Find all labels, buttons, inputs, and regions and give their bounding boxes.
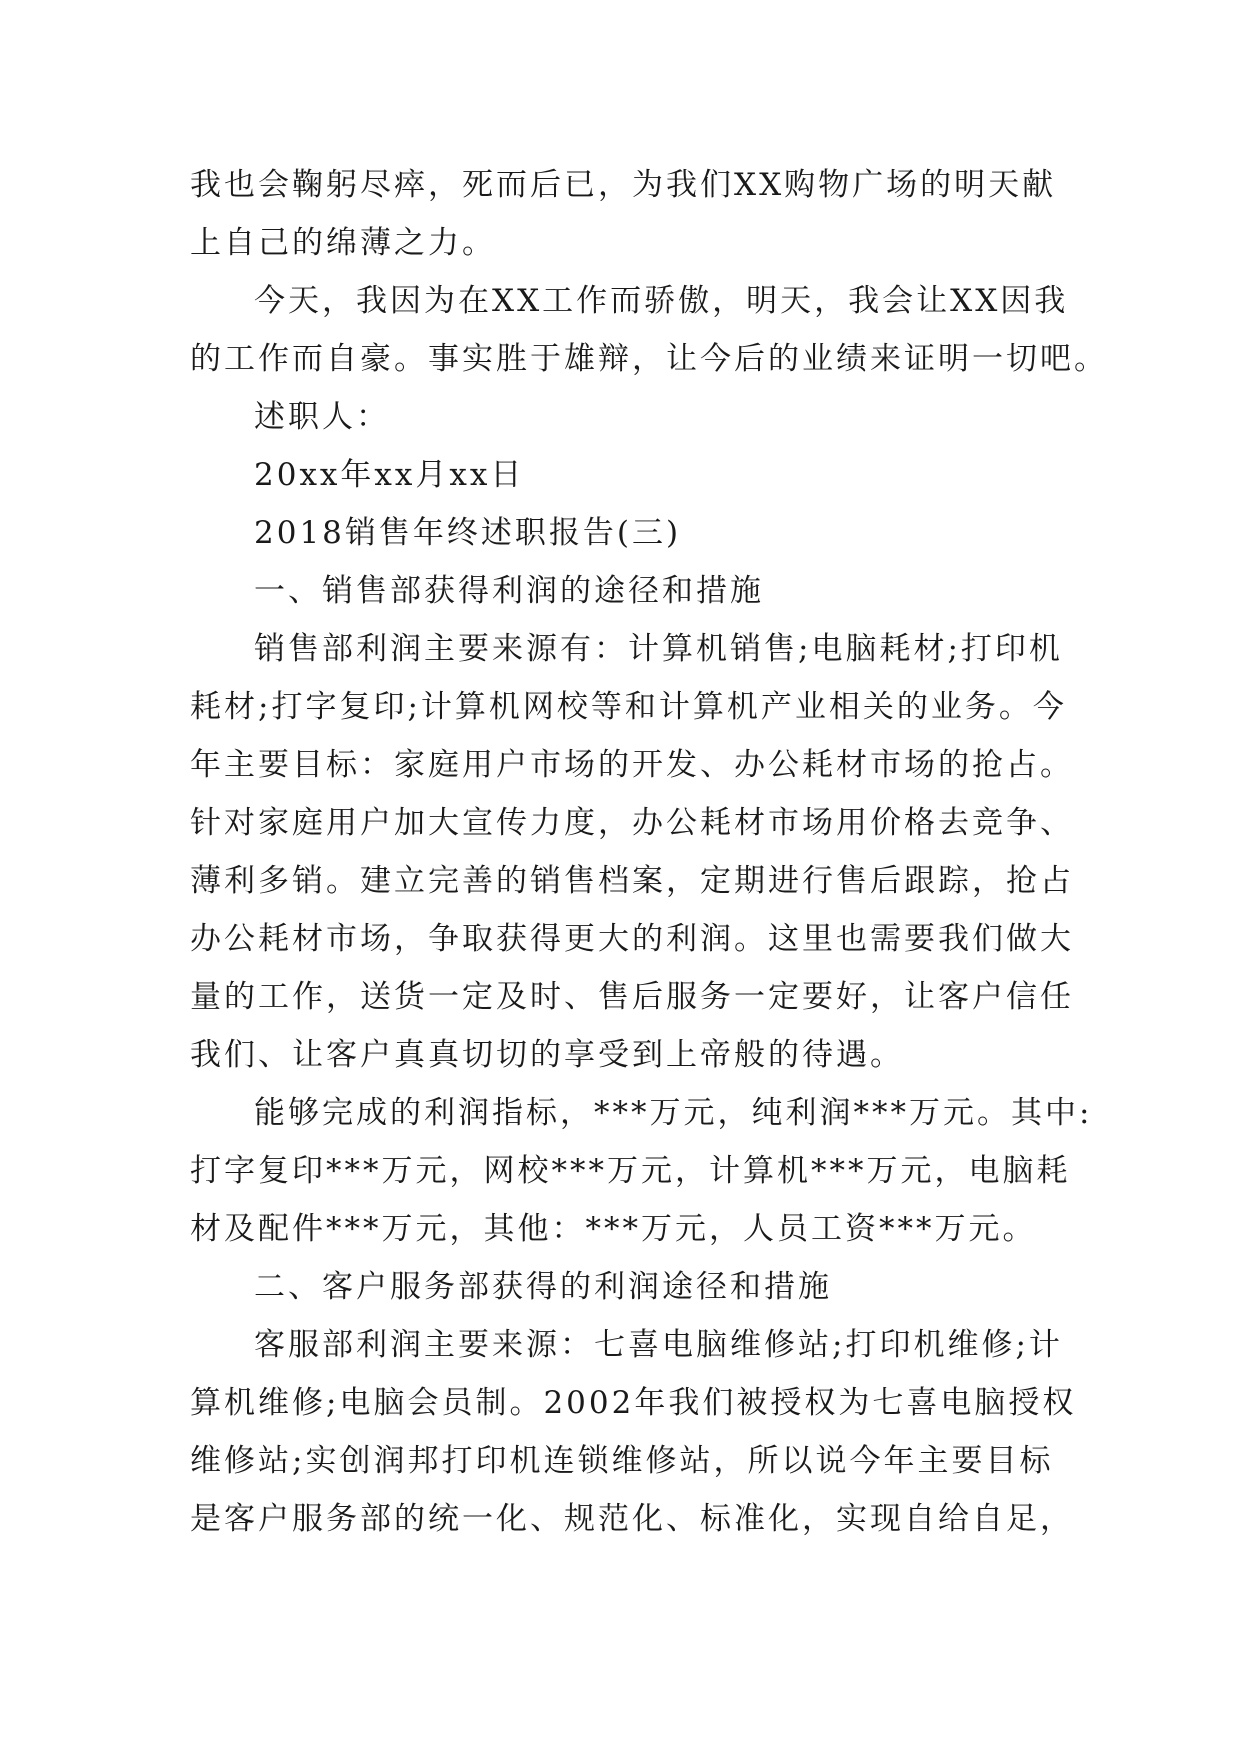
date-line: 20xx年xx月xx日: [254, 457, 525, 493]
paragraph-line: 打字复印***万元，网校***万元，计算机***万元，电脑耗: [190, 1153, 1071, 1189]
paragraph-line: 能够完成的利润指标，***万元，纯利润***万元。其中:: [254, 1095, 1093, 1131]
paragraph-line: 耗材;打字复印;计算机网校等和计算机产业相关的业务。今: [190, 689, 1067, 725]
signatory-label: 述职人：: [254, 399, 390, 435]
report-title: 2018销售年终述职报告(三): [254, 515, 682, 551]
paragraph-line: 办公耗材市场，争取获得更大的利润。这里也需要我们做大: [190, 921, 1074, 957]
paragraph-line: 材及配件***万元，其他：***万元，人员工资***万元。: [190, 1211, 1037, 1247]
paragraph-line: 上自己的绵薄之力。: [190, 225, 496, 261]
paragraph-line: 薄利多销。建立完善的销售档案，定期进行售后跟踪，抢占: [190, 863, 1074, 899]
paragraph-line: 针对家庭用户加大宣传力度，办公耗材市场用价格去竞争、: [190, 805, 1074, 841]
section-heading-1: 一、销售部获得利润的途径和措施: [254, 573, 764, 609]
paragraph-line: 算机维修;电脑会员制。2002年我们被授权为七喜电脑授权: [190, 1385, 1077, 1421]
paragraph-line: 今天，我因为在XX工作而骄傲，明天，我会让XX因我: [254, 283, 1069, 319]
paragraph-line: 量的工作，送货一定及时、售后服务一定要好，让客户信任: [190, 979, 1074, 1015]
paragraph-line: 维修站;实创润邦打印机连锁维修站，所以说今年主要目标: [190, 1443, 1054, 1479]
paragraph-line: 客服部利润主要来源：七喜电脑维修站;打印机维修;计: [254, 1327, 1063, 1363]
paragraph-line: 年主要目标：家庭用户市场的开发、办公耗材市场的抢占。: [190, 747, 1074, 783]
paragraph-line: 的工作而自豪。事实胜于雄辩，让今后的业绩来证明一切吧。: [190, 341, 1108, 377]
paragraph-line: 我们、让客户真真切切的享受到上帝般的待遇。: [190, 1037, 904, 1073]
section-heading-2: 二、客户服务部获得的利润途径和措施: [254, 1269, 832, 1305]
paragraph-line: 是客户服务部的统一化、规范化、标准化，实现自给自足，: [190, 1501, 1074, 1537]
paragraph-line: 我也会鞠躬尽瘁，死而后已，为我们XX购物广场的明天献: [190, 167, 1057, 203]
document-body: [190, 156, 1108, 1548]
paragraph-line: 销售部利润主要来源有：计算机销售;电脑耗材;打印机: [254, 631, 1063, 667]
